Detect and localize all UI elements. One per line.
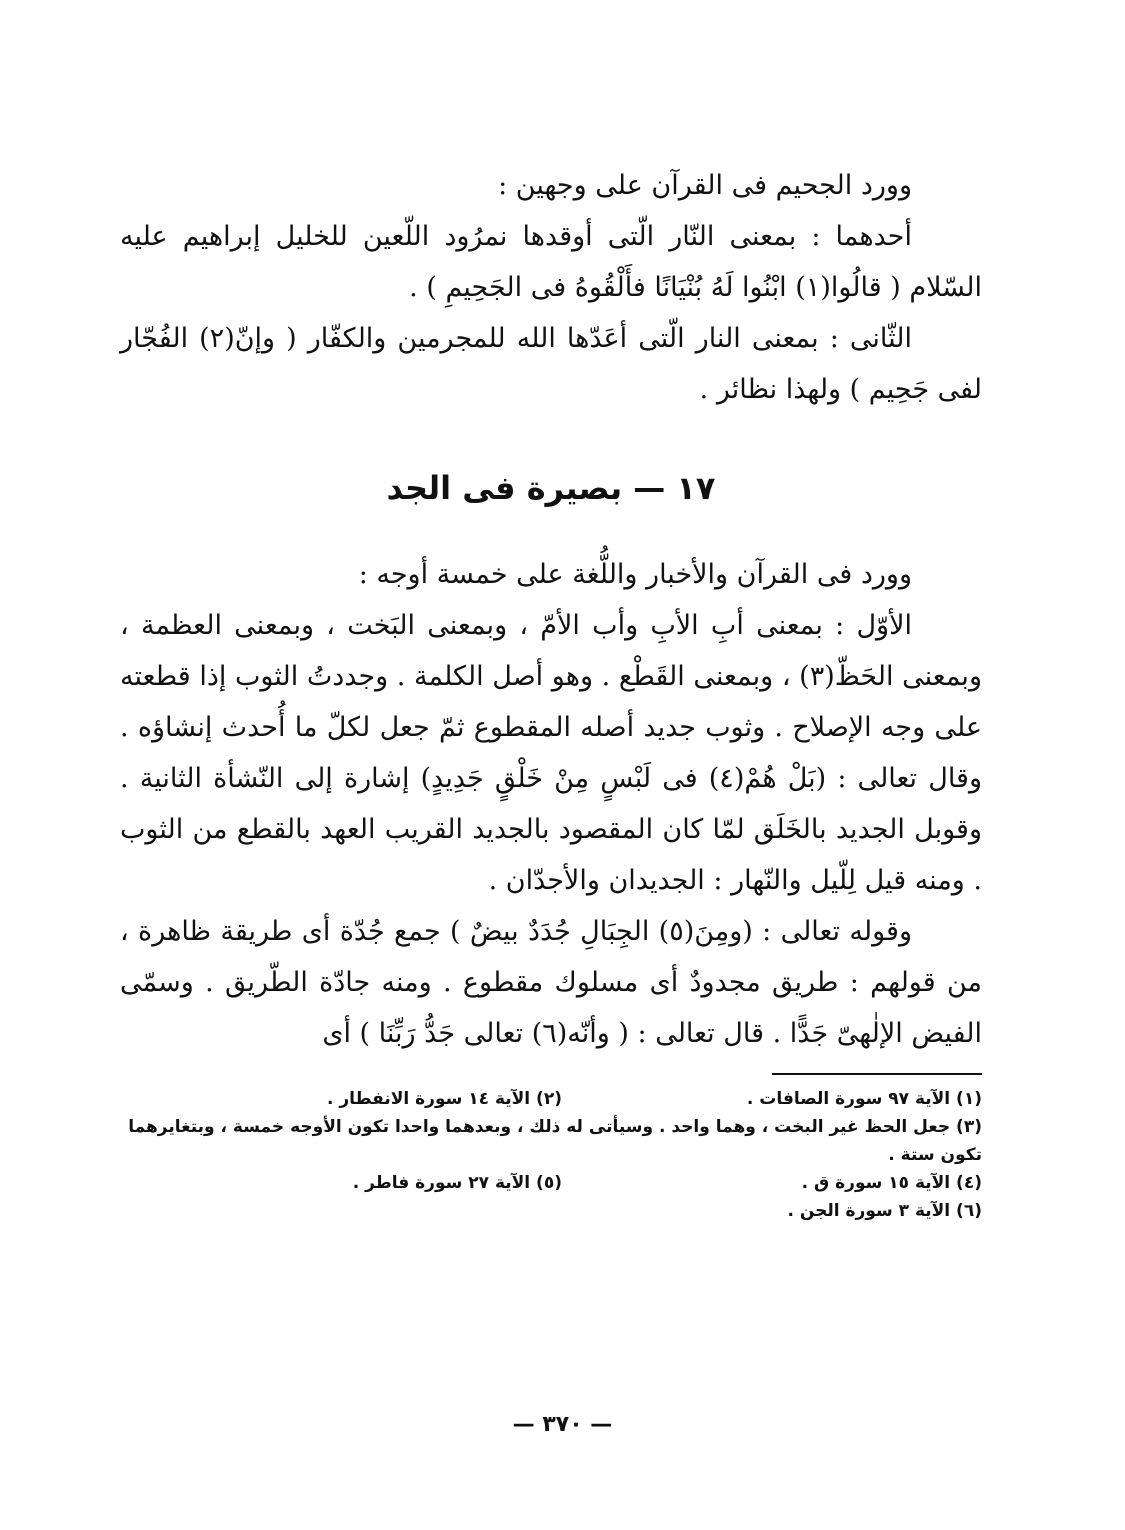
- footnote-row: [120, 1169, 982, 1197]
- body-text-top: [120, 160, 982, 415]
- footnote-4: (٤) الآية ١٥ سورة ق .: [801, 1173, 982, 1193]
- body-text-bottom: [120, 549, 982, 1059]
- page-number: — ٣٧٠ —: [512, 1412, 613, 1437]
- paragraph: وورد فى القرآن والأخبار واللُّغة على خمسة أوجه :: [358, 559, 912, 590]
- footnote-6: (٦) الآية ٣ سورة الجن .: [787, 1201, 982, 1221]
- footnote-row: [120, 1085, 982, 1113]
- paragraph: وورد الجحيم فى القرآن على وجهين :: [498, 170, 912, 201]
- footnotes: [120, 1085, 982, 1225]
- page-content: [120, 160, 982, 1225]
- paragraph: الأوّل : بمعنى أبِ الأبِ وأب الأمّ ، وبمعنى البَخت ، وبمعنى العظمة ، وبمعنى الحَظّ(٣) ، وبمعنى القَطْع . وهو أصل الكلمة . وجددتُ الثوب إذا قطعته على وجه الإصلاح . وثوب جديد أصله المقطوع ثمّ جعل لكلّ ما أُحدث إنشاؤه . وقال تعالى : (بَلْ هُمْ(٤) فى لَبْسٍ مِنْ خَلْقٍ جَدِيدٍ) إشارة إلى النّشأة الثانية . وقوبل الجديد بالخَلَق لمّا كان المقصود بالجديد القريب العهد بالقطع من الثوب . ومنه قيل لِلّيل والنّهار : الجديدان والأجدّان .: [120, 610, 982, 896]
- paragraph: الثّانى : بمعنى النار الّتى أعَدّها الله للمجرمين والكفّار ( وإنّ(٢) الفُجّار لفى جَحِيم ) ولهذا نظائر .: [120, 323, 982, 405]
- footnote-1: (١) الآية ٩٧ سورة الصافات .: [746, 1089, 982, 1109]
- footnote-5: (٥) الآية ٢٧ سورة فاطر .: [352, 1173, 562, 1193]
- paragraph: أحدهما : بمعنى النّار الّتى أوقدها نمرُود اللّعين للخليل إبراهيم عليه السّلام ( قالُوا(١) ابْنُوا لَهُ بُنْيَانًا فأَلْقُوهُ فى الجَحِيمِ ) .: [120, 221, 982, 303]
- footnote-3: (٣) جعل الحظ غير البخت ، وهما واحد . وسيأتى له ذلك ، وبعدهما واحدا تكون الأوجه خمسة ، وبتغايرهما تكون ستة .: [128, 1117, 982, 1165]
- footnote-divider: [772, 1073, 982, 1075]
- footnote-2: (٢) الآية ١٤ سورة الانفطار .: [327, 1089, 562, 1109]
- paragraph: وقوله تعالى : (ومِنَ(٥) الجِبَالِ جُدَدٌ بيضٌ ) جمع جُدّة أى طريقة ظاهرة ، من قولهم : طريق مجدودٌ أى مسلوك مقطوع . ومنه جادّة الطّريق . وسمّى الفيض الإلٰهىّ جَدًّا . قال تعالى : ( وأنّه(٦) تعالى جَدُّ رَبِّنَا ) أى: [120, 916, 982, 1049]
- section-title: ١٧ — بصيرة فى الجد: [386, 469, 716, 507]
